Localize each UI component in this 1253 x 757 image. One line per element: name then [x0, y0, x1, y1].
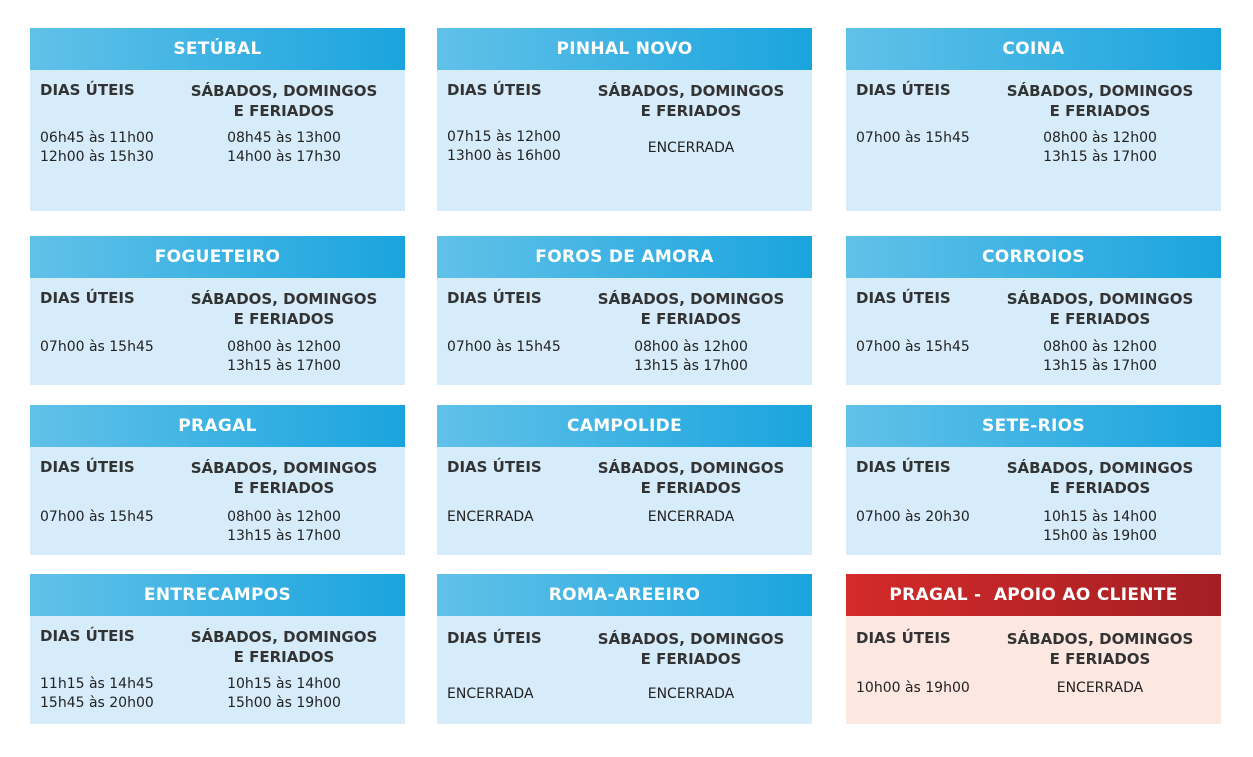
weekend-hours: 08h00 às 12h00 13h15 às 17h00: [634, 339, 748, 374]
weekdays-hours: 07h00 às 15h45: [40, 509, 154, 525]
weekend-header: SÁBADOS, DOMINGOS E FERIADOS: [190, 459, 378, 497]
weekend-hours: ENCERRADA: [647, 686, 735, 702]
station-title: ROMA-AREEIRO: [437, 574, 812, 616]
station-card-campolide: [437, 405, 812, 555]
weekdays-header: DIAS ÚTEIS: [40, 289, 135, 307]
weekend-hours: ENCERRADA: [1056, 680, 1144, 696]
weekdays-hours: 07h00 às 15h45: [40, 339, 154, 355]
weekdays-hours: 10h00 às 19h00: [856, 680, 970, 696]
weekend-header: SÁBADOS, DOMINGOS E FERIADOS: [1006, 82, 1194, 120]
weekdays-header: DIAS ÚTEIS: [40, 627, 135, 645]
station-card-fogueteiro: [30, 236, 405, 385]
weekend-hours: 10h15 às 14h00 15h00 às 19h00: [227, 676, 341, 711]
station-title: PINHAL NOVO: [437, 28, 812, 70]
weekend-header: SÁBADOS, DOMINGOS E FERIADOS: [190, 290, 378, 328]
weekdays-header: DIAS ÚTEIS: [856, 81, 951, 99]
weekdays-header: DIAS ÚTEIS: [447, 289, 542, 307]
station-card-pragal-apoio-ao-cliente: [846, 574, 1221, 724]
station-title: COINA: [846, 28, 1221, 70]
weekdays-header: DIAS ÚTEIS: [40, 458, 135, 476]
weekend-header: SÁBADOS, DOMINGOS E FERIADOS: [597, 459, 785, 497]
weekend-hours: ENCERRADA: [647, 509, 735, 525]
station-title: PRAGAL: [30, 405, 405, 447]
station-title: ENTRECAMPOS: [30, 574, 405, 616]
weekdays-header: DIAS ÚTEIS: [447, 629, 542, 647]
weekdays-hours: 07h00 às 15h45: [856, 130, 970, 146]
weekdays-header: DIAS ÚTEIS: [40, 81, 135, 99]
station-card-corroios: [846, 236, 1221, 385]
station-card-sete-rios: [846, 405, 1221, 555]
station-card-pragal: [30, 405, 405, 555]
station-title: SETÚBAL: [30, 28, 405, 70]
weekdays-header: DIAS ÚTEIS: [856, 458, 951, 476]
weekend-header: SÁBADOS, DOMINGOS E FERIADOS: [597, 630, 785, 668]
station-card-setubal: [30, 28, 405, 211]
weekdays-hours: 07h00 às 15h45: [856, 339, 970, 355]
weekend-header: SÁBADOS, DOMINGOS E FERIADOS: [597, 290, 785, 328]
weekdays-header: DIAS ÚTEIS: [856, 629, 951, 647]
station-card-entrecampos: [30, 574, 405, 724]
weekend-hours: ENCERRADA: [647, 140, 735, 156]
station-card-coina: [846, 28, 1221, 211]
weekend-hours: 10h15 às 14h00 15h00 às 19h00: [1043, 509, 1157, 544]
weekdays-header: DIAS ÚTEIS: [447, 458, 542, 476]
weekend-header: SÁBADOS, DOMINGOS E FERIADOS: [1006, 630, 1194, 668]
station-card-roma-areeiro: [437, 574, 812, 724]
station-title: FOGUETEIRO: [30, 236, 405, 278]
station-title: FOROS DE AMORA: [437, 236, 812, 278]
weekdays-header: DIAS ÚTEIS: [856, 289, 951, 307]
weekend-header: SÁBADOS, DOMINGOS E FERIADOS: [1006, 290, 1194, 328]
station-title: SETE-RIOS: [846, 405, 1221, 447]
weekdays-hours: 07h00 às 20h30: [856, 509, 970, 525]
station-card-pinhal-novo: [437, 28, 812, 211]
weekend-hours: 08h00 às 12h00 13h15 às 17h00: [1043, 339, 1157, 374]
weekend-hours: 08h00 às 12h00 13h15 às 17h00: [227, 509, 341, 544]
weekdays-hours: ENCERRADA: [447, 686, 534, 702]
weekend-header: SÁBADOS, DOMINGOS E FERIADOS: [1006, 459, 1194, 497]
weekend-hours: 08h00 às 12h00 13h15 às 17h00: [227, 339, 341, 374]
weekend-header: SÁBADOS, DOMINGOS E FERIADOS: [597, 82, 785, 120]
weekdays-hours: ENCERRADA: [447, 509, 534, 525]
weekend-header: SÁBADOS, DOMINGOS E FERIADOS: [190, 628, 378, 666]
weekend-hours: 08h45 às 13h00 14h00 às 17h30: [227, 130, 341, 165]
weekdays-hours: 07h15 às 12h00 13h00 às 16h00: [447, 129, 561, 164]
station-title: PRAGAL - APOIO AO CLIENTE: [846, 574, 1221, 616]
weekdays-hours: 07h00 às 15h45: [447, 339, 561, 355]
weekdays-hours: 11h15 às 14h45 15h45 às 20h00: [40, 676, 154, 711]
station-title: CAMPOLIDE: [437, 405, 812, 447]
weekdays-header: DIAS ÚTEIS: [447, 81, 542, 99]
station-card-foros-de-amora: [437, 236, 812, 385]
station-title: CORROIOS: [846, 236, 1221, 278]
weekdays-hours: 06h45 às 11h00 12h00 às 15h30: [40, 130, 154, 165]
weekend-hours: 08h00 às 12h00 13h15 às 17h00: [1043, 130, 1157, 165]
weekend-header: SÁBADOS, DOMINGOS E FERIADOS: [190, 82, 378, 120]
